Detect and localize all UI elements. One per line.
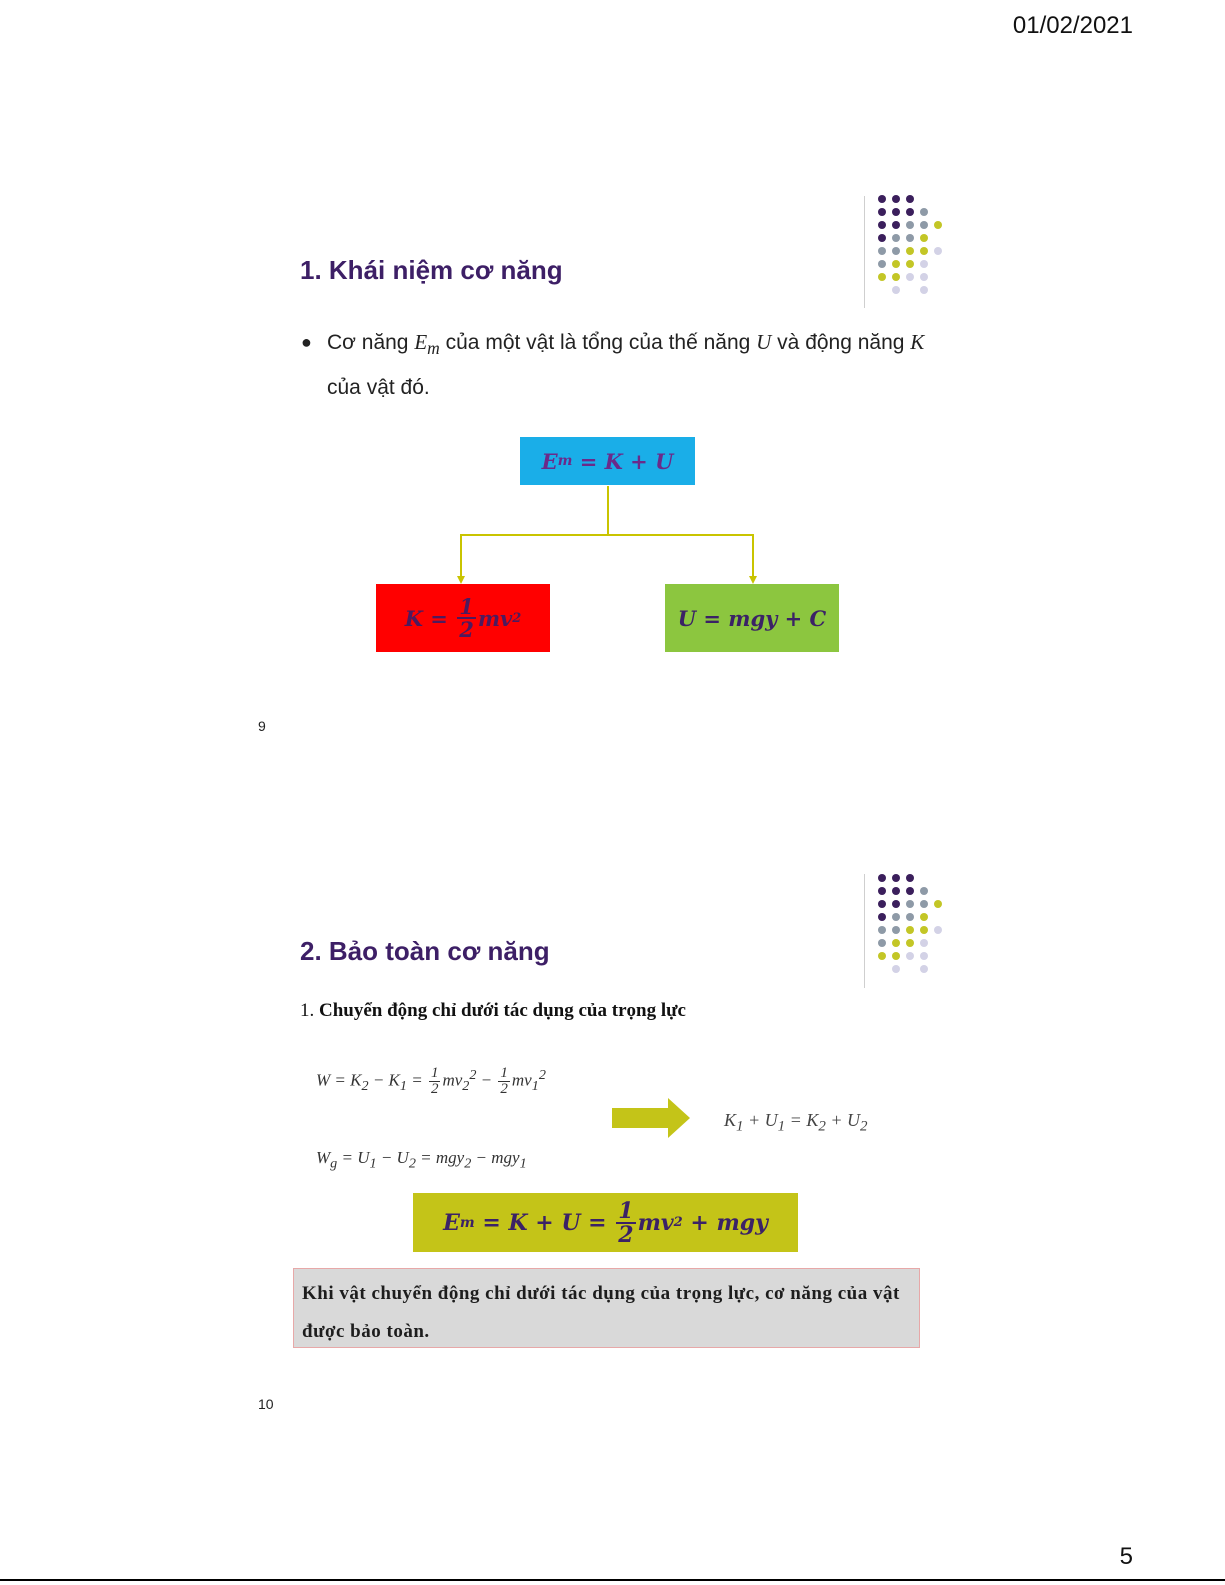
- bullet-dot-icon: ●: [301, 332, 312, 352]
- slide1-number: 9: [258, 718, 266, 734]
- diagram-connector: [440, 480, 780, 590]
- conservation-equation: $K_1 + U_1 = K_2 + U_2$: [724, 1110, 868, 1135]
- decor-dot-grid: [878, 195, 943, 295]
- slide1-bullet: ● Cơ năng $E_m$ của một vật là tổng của thế năng U và động năng K của vật đó.: [327, 322, 927, 408]
- potential-energy-box: U = mgy + C: [665, 584, 839, 652]
- gravity-work-equation: $W_g = U_1 - U_2 = mgy_2 - mgy_1$: [316, 1148, 527, 1172]
- decor-divider-line: [864, 874, 865, 988]
- kinetic-energy-box: K = $\frac{1}{2}$ mv 2: [376, 584, 550, 652]
- page-date: 01/02/2021: [1012, 12, 1133, 39]
- total-energy-box: E m = K + U = $\frac{1}{2}$ mv 2 + mgy: [413, 1193, 798, 1252]
- right-arrow-icon: [612, 1098, 692, 1138]
- slide2-subheading: 1. Chuyển động chỉ dưới tác dụng của trọng lực: [300, 1000, 686, 1021]
- decor-dot-grid: [878, 874, 943, 974]
- page-number: 5: [1119, 1543, 1133, 1570]
- bottom-rule: [0, 1579, 1225, 1581]
- work-equation: $W = K_2 - K_1$ = $\frac{1}{2}$ $mv_2^2$ − $\frac{1}{2}$ $mv_1^2$: [316, 1065, 546, 1097]
- em-formula-box: E m = K + U: [520, 437, 695, 485]
- slide2-number: 10: [258, 1396, 274, 1412]
- decor-divider-line: [864, 196, 865, 308]
- slide2-title: 2. Bảo toàn cơ năng: [300, 936, 550, 966]
- conservation-note: Khi vật chuyển động chỉ dưới tác dụng của trọng lực, cơ năng của vật được bảo toàn.: [293, 1268, 920, 1348]
- slide1-title: 1. Khái niệm cơ năng: [300, 255, 563, 285]
